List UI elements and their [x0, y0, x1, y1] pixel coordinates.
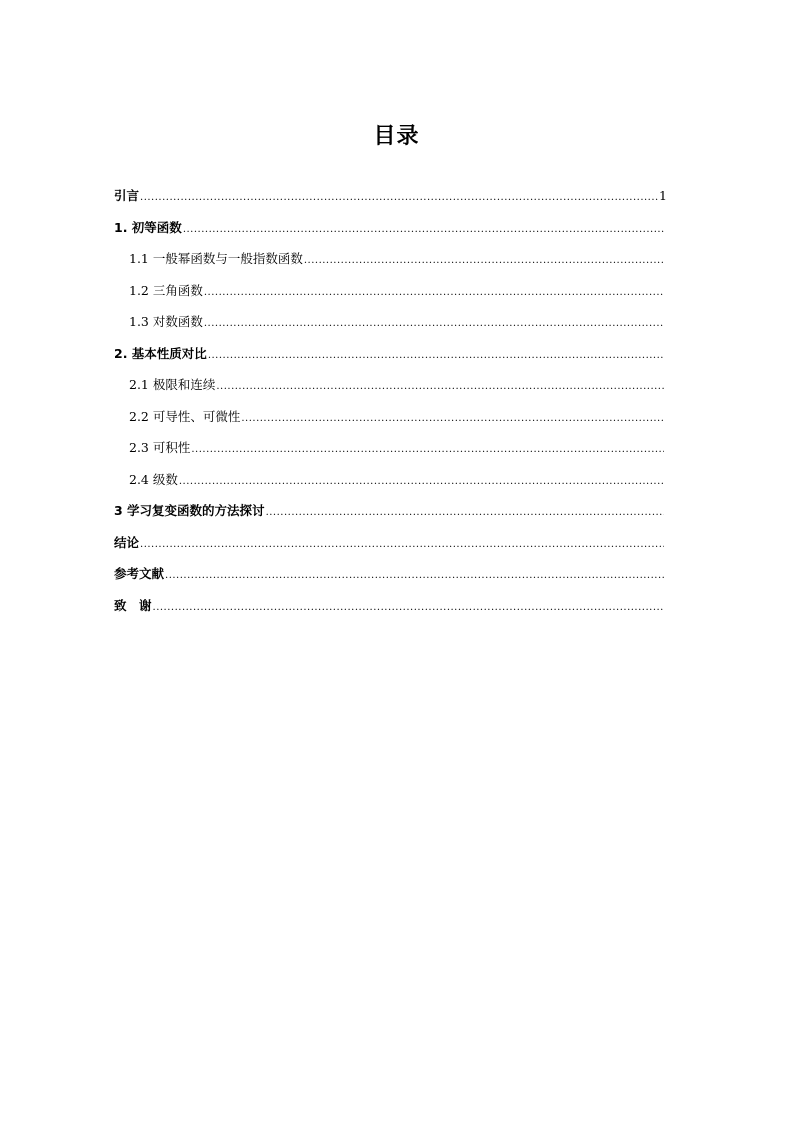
toc-entry-label: 1.2 三角函数 [129, 282, 203, 298]
toc-dot-leader [179, 466, 664, 498]
toc-subentry[interactable] [114, 432, 667, 464]
toc-entry-label: 2.1 极限和连续 [129, 377, 216, 392]
toc-title: 目录 [373, 124, 420, 149]
toc-subentry[interactable] [114, 275, 667, 307]
toc-entry-label: 1.3 对数函数 [129, 314, 203, 329]
toc-dot-leader [183, 214, 664, 246]
toc-subentry[interactable] [114, 306, 667, 338]
toc-entry-label: 结论 [114, 534, 140, 550]
toc-entry[interactable] [114, 212, 667, 244]
toc-dot-leader [140, 529, 664, 561]
toc-entry[interactable] [114, 527, 667, 559]
toc-dot-leader [266, 497, 664, 529]
toc-entry[interactable] [114, 338, 667, 370]
toc-entry-label: 1. 初等函数 [114, 219, 182, 235]
toc-dot-leader [208, 340, 664, 372]
toc-dot-leader [204, 308, 664, 340]
table-of-contents [114, 180, 667, 621]
toc-dot-leader [165, 560, 664, 592]
toc-entry-label: 引言 [114, 188, 140, 203]
toc-entry-label: 致 谢 [114, 597, 152, 613]
toc-dot-leader [304, 245, 664, 277]
toc-entry-label: 1.1 一般幂函数与一般指数函数 [129, 251, 303, 266]
toc-subentry[interactable] [114, 369, 667, 401]
toc-dot-leader [216, 371, 664, 403]
toc-subentry[interactable] [114, 464, 667, 496]
toc-entry-label: 2.4 级数 [129, 471, 178, 487]
toc-page-number: 1 [659, 188, 667, 203]
toc-entry[interactable] [114, 590, 667, 622]
toc-subentry[interactable] [114, 401, 667, 433]
toc-entry-label: 3 学习复变函数的方法探讨 [114, 503, 265, 518]
toc-entry-label: 2. 基本性质对比 [114, 345, 207, 361]
toc-entry[interactable] [114, 495, 667, 527]
toc-entry[interactable] [114, 558, 667, 590]
toc-dot-leader [204, 277, 664, 309]
toc-subentry[interactable] [114, 243, 667, 275]
toc-dot-leader [140, 182, 658, 214]
toc-entry[interactable] [114, 180, 667, 212]
toc-dot-leader [153, 592, 664, 624]
toc-dot-leader [241, 403, 664, 435]
toc-entry-label: 参考文献 [114, 566, 165, 581]
toc-entry-label: 2.3 可积性 [129, 440, 191, 455]
toc-dot-leader [191, 434, 664, 466]
toc-entry-label: 2.2 可导性、可微性 [129, 408, 241, 424]
